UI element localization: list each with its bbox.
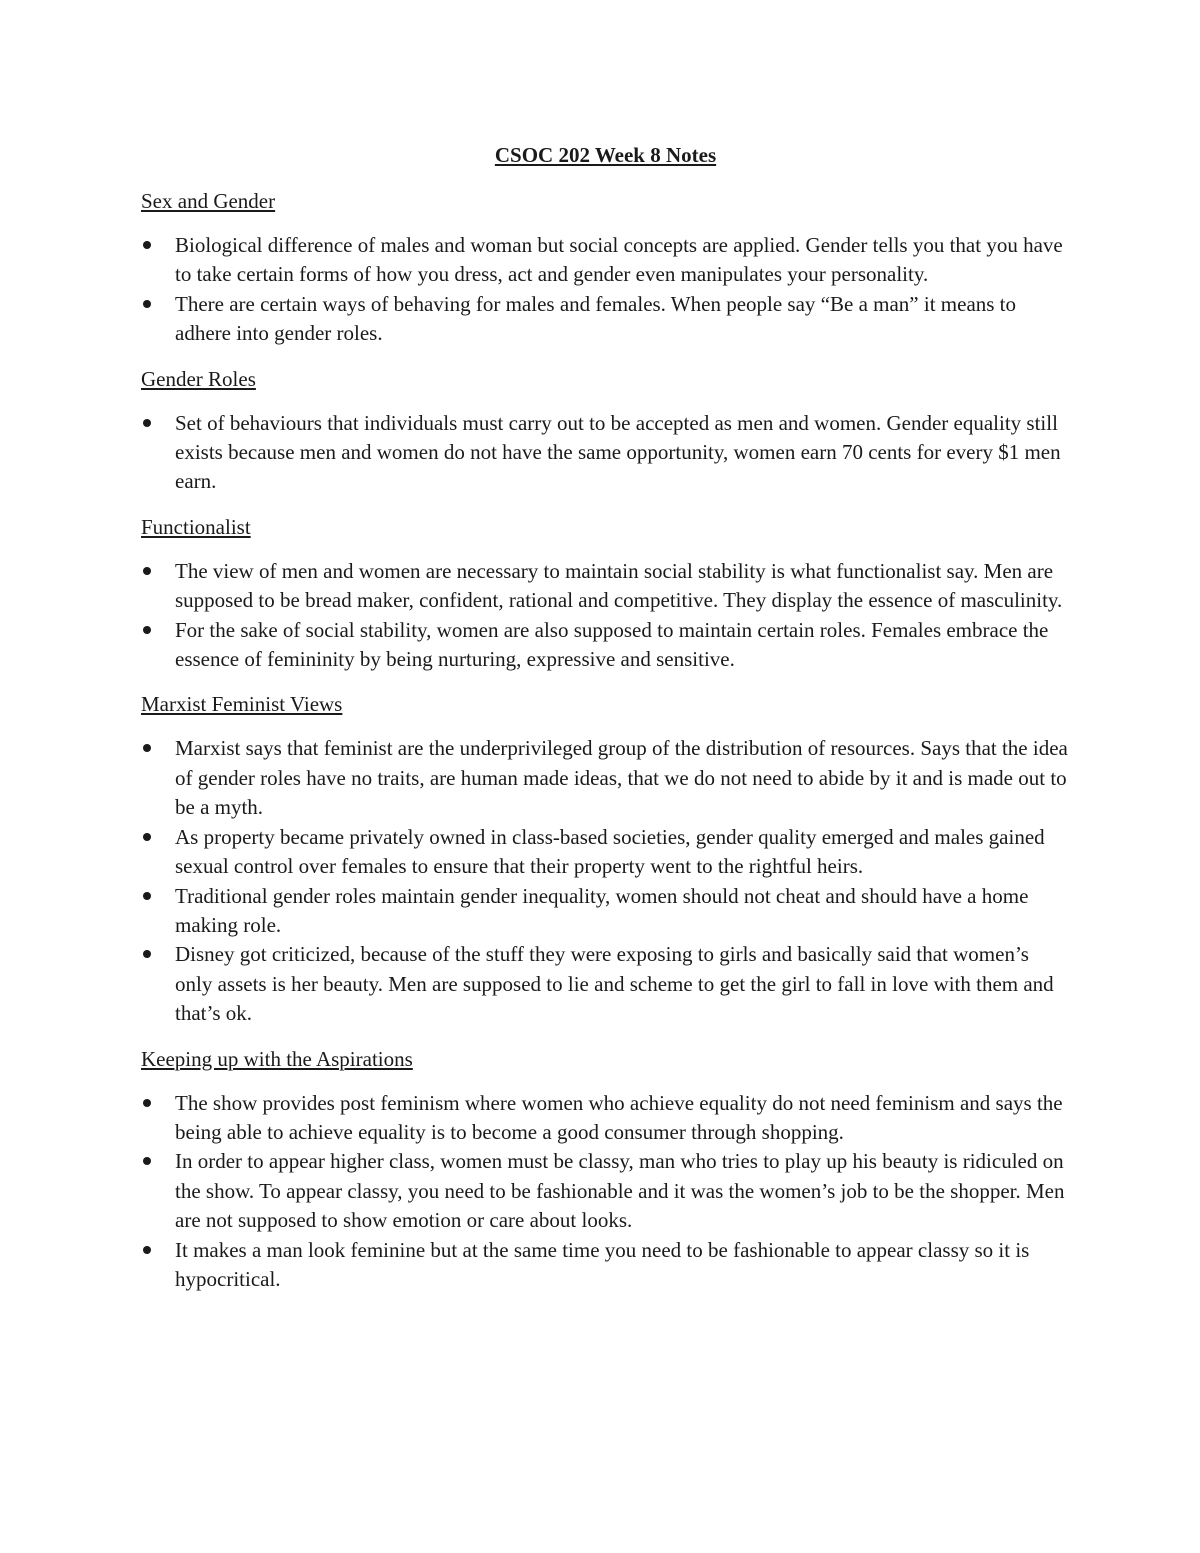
bullet-text: It makes a man look feminine but at the same time you need to be fashionable to appear classy so it is hypocritical. (175, 1237, 1030, 1291)
section-heading: Gender Roles (141, 366, 256, 391)
bullet-text: The show provides post feminism where women who achieve equality do not need feminism and says the being able to achieve equality is to become a good consumer through shopping. (175, 1090, 1063, 1144)
bullet-text: As property became privately owned in class-based societies, gender quality emerged and males gained sexual control over females to ensure that their property went to the rightful heirs. (175, 824, 1045, 879)
bullet-dot-icon (143, 833, 151, 841)
section-heading: Keeping up with the Aspirations (141, 1046, 413, 1071)
bullet-text: Disney got criticized, because of the stuff they were exposing to girls and basically said that women’s only assets is her beauty. Men are supposed to lie and scheme to get the girl to fall in love with them and that’s ok. (175, 942, 1054, 1026)
bullet-dot-icon (143, 567, 151, 575)
bullet-text: Set of behaviours that individuals must carry out to be accepted as men and women. Gender equality still exists because men and women do not have the same opportunity, women earn 70 cents for every $1 men earn. (175, 410, 1061, 494)
bullet-dot-icon (143, 1246, 151, 1254)
bullet-item (141, 1147, 1070, 1235)
bullet-item (141, 231, 1070, 290)
bullet-text: There are certain ways of behaving for males and females. When people say “Be a man” it means to adhere into gender roles. (175, 291, 1017, 346)
bullet-dot-icon (143, 241, 151, 249)
bullet-list (141, 734, 1070, 1028)
bullet-item (141, 882, 1070, 941)
section-heading: Marxist Feminist Views (141, 692, 343, 717)
bullet-dot-icon (143, 950, 151, 958)
bullet-item (141, 616, 1070, 675)
bullet-dot-icon (143, 1157, 151, 1165)
bullet-text: Traditional gender roles maintain gender inequality, women should not cheat and should have a home making role. (175, 883, 1029, 937)
section-heading: Sex and Gender (141, 189, 276, 213)
document-title: CSOC 202 Week 8 Notes (494, 143, 717, 167)
bullet-item (141, 1236, 1070, 1295)
bullet-list (141, 231, 1070, 349)
bullet-dot-icon (143, 1099, 151, 1107)
bullet-item (141, 1089, 1070, 1148)
bullet-dot-icon (143, 744, 151, 752)
bullet-text: Marxist says that feminist are the underprivileged group of the distribution of resources. Says that the idea of gender roles have no traits, are human made ideas, that we do not need to abide by it and is made out to be a myth. (175, 736, 1068, 820)
bullet-text: Biological difference of males and woman but social concepts are applied. Gender tells you that you have to take certain forms of how you dress, act and gender even manipulates your personality. (175, 233, 1063, 287)
bullet-dot-icon (143, 419, 151, 427)
bullet-item (141, 409, 1070, 497)
bullet-item (141, 557, 1070, 616)
bullet-dot-icon (143, 626, 151, 634)
bullet-list (141, 1089, 1070, 1295)
bullet-item (141, 290, 1070, 349)
document-body (141, 186, 1070, 1294)
bullet-dot-icon (143, 892, 151, 900)
bullet-item (141, 940, 1070, 1028)
bullet-text: The view of men and women are necessary to maintain social stability is what functionalist say. Men are supposed to be bread maker, confident, rational and competitive. They display the essence of masculinity. (175, 558, 1063, 613)
bullet-item (141, 734, 1070, 822)
bullet-item (141, 823, 1070, 882)
bullet-text: In order to appear higher class, women must be classy, man who tries to play up his beauty is ridiculed on the show. To appear classy, you need to be fashionable and it was the women’s job to be the shopper. Men are not supposed to show emotion or care about looks. (175, 1149, 1065, 1233)
bullet-text: For the sake of social stability, women are also supposed to maintain certain roles. Females embrace the essence of femininity by being nurturing, expressive and sensitive. (175, 617, 1049, 672)
bullet-dot-icon (143, 300, 151, 308)
bullet-list (141, 557, 1070, 675)
bullet-list (141, 409, 1070, 497)
section-heading: Functionalist (141, 514, 251, 539)
